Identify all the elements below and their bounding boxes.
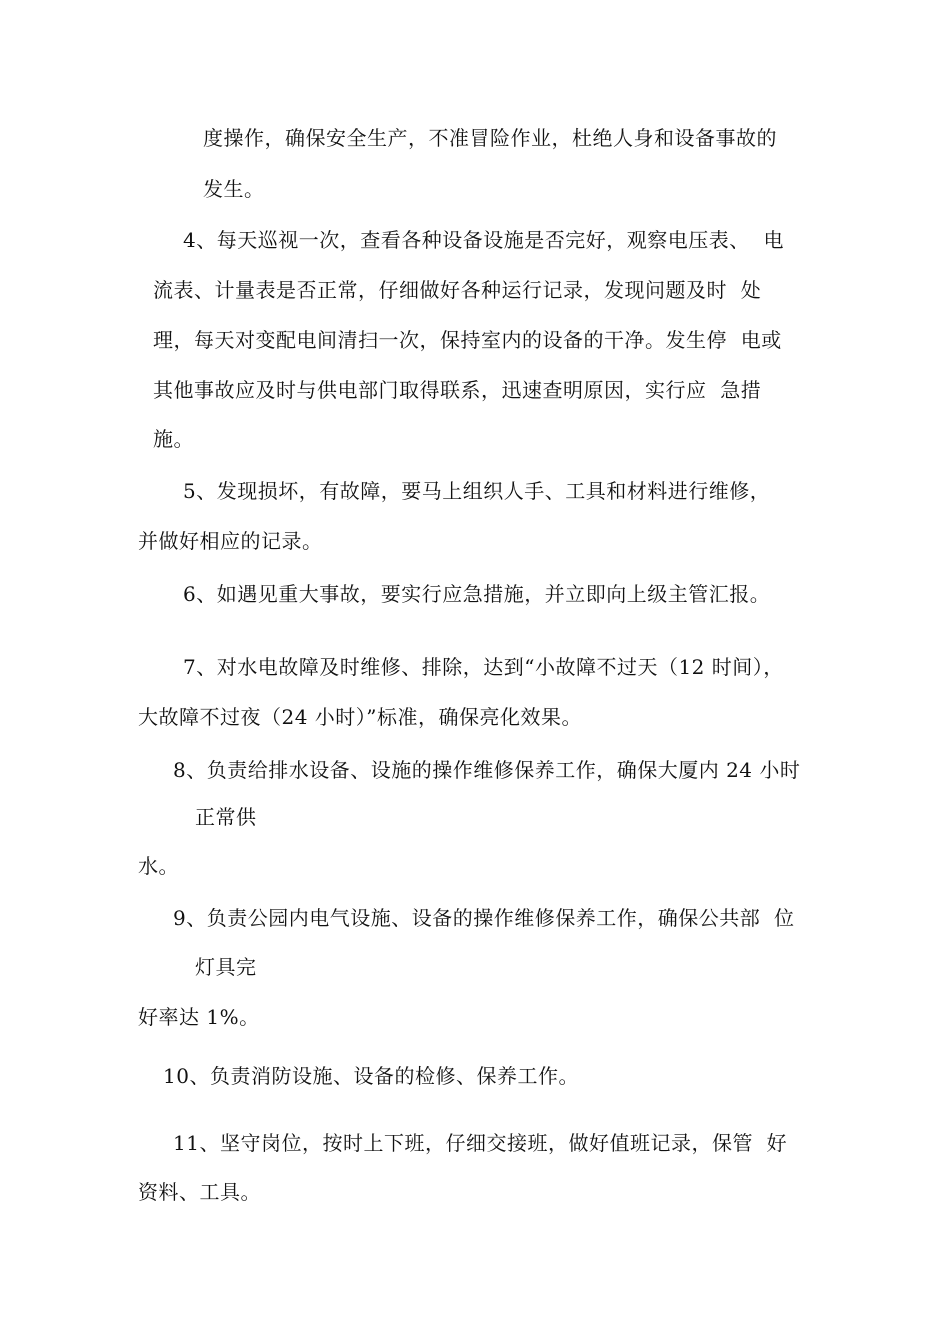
item-9-line-1: 9、负责公园内电气设施、设备的操作维修保养工作，确保公共部 位: [173, 906, 795, 930]
item-8-line-3: 水。: [138, 854, 179, 878]
item-7-line-1: 7、对水电故障及时维修、排除，达到“小故障不过天（12 时间），: [183, 655, 784, 679]
item-10-line-1: 10、负责消防设施、设备的检修、保养工作。: [163, 1064, 579, 1088]
item-11-line-1: 11、坚守岗位，按时上下班，仔细交接班，做好值班记录，保管 好: [173, 1131, 788, 1155]
item-4-line-2: 流表、计量表是否正常，仔细做好各种运行记录，发现问题及时 处: [153, 278, 762, 302]
paragraph-3-line-end: 发生。: [203, 177, 265, 201]
item-6-line-1: 6、如遇见重大事故，要实行应急措施，并立即向上级主管汇报。: [183, 582, 771, 606]
item-9-line-3: 好率达 1%。: [138, 1005, 260, 1029]
item-11-line-2: 资料、工具。: [138, 1180, 261, 1204]
item-4-line-4: 其他事故应及时与供电部门取得联系，迅速查明原因，实行应 急措: [153, 378, 762, 402]
item-8-line-1: 8、负责给排水设备、设施的操作维修保养工作，确保大厦内 24 小时: [173, 758, 801, 782]
item-8-line-2: 正常供: [195, 805, 257, 829]
item-4-line-1: 4、每天巡视一次，查看各种设备设施是否完好，观察电压表、 电: [183, 228, 784, 252]
item-7-line-2: 大故障不过夜（24 小时）”标准，确保亮化效果。: [138, 705, 583, 729]
item-4-line-3: 理，每天对变配电间清扫一次，保持室内的设备的干净。发生停 电或: [153, 328, 782, 352]
paragraph-3-line-continuation: 度操作，确保安全生产，不准冒险作业，杜绝人身和设备事故的: [203, 126, 777, 150]
item-5-line-2: 并做好相应的记录。: [138, 529, 323, 553]
item-4-line-5: 施。: [153, 427, 194, 451]
item-9-line-2: 灯具完: [195, 955, 257, 979]
item-5-line-1: 5、发现损坏，有故障，要马上组织人手、工具和材料进行维修，: [183, 479, 771, 503]
